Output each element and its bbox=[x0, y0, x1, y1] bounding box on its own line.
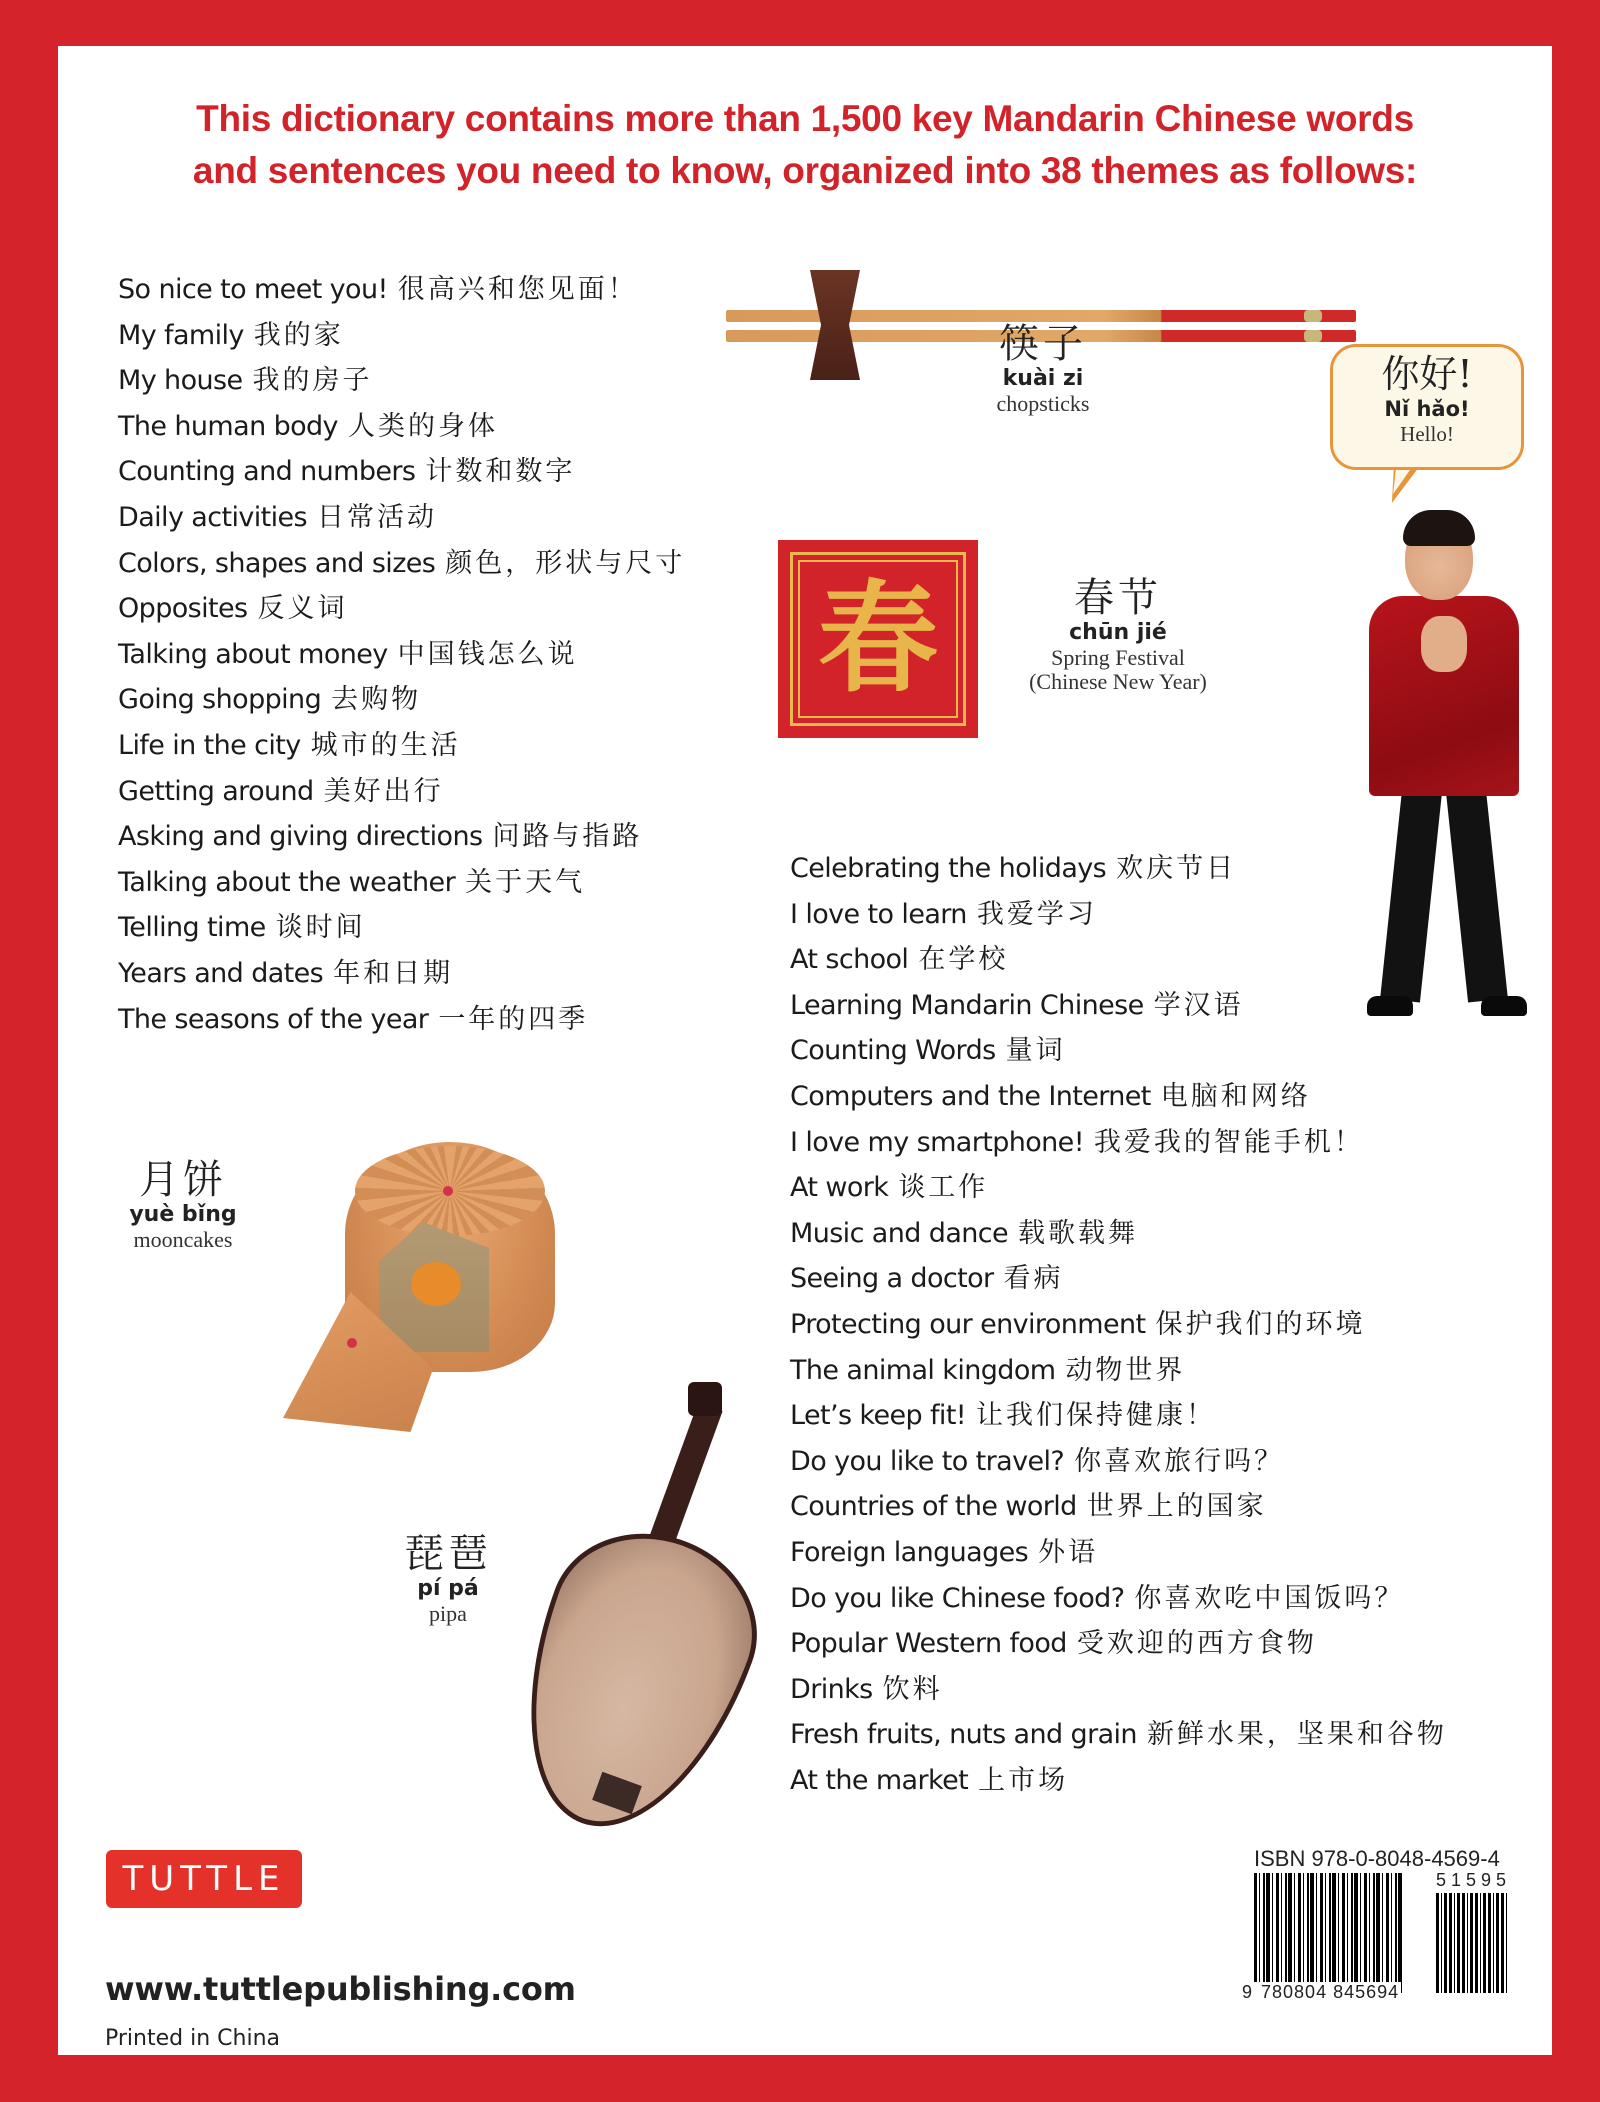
barcode-icon bbox=[1254, 1873, 1404, 1993]
theme-item: The human body 人类的身体 bbox=[118, 410, 498, 442]
barcode-digits: 9 780804 845694 bbox=[1242, 1982, 1400, 2002]
theme-item: Seeing a doctor 看病 bbox=[790, 1263, 1064, 1295]
theme-item: At work 谈工作 bbox=[790, 1172, 989, 1204]
headline-line-2: and sentences you need to know, organized into 38 themes as follows: bbox=[192, 150, 1418, 191]
mooncakes-caption: 月饼 yuè bǐng mooncakes bbox=[129, 1157, 237, 1252]
chopstick-rest-icon bbox=[810, 270, 860, 380]
theme-list-right bbox=[790, 846, 1447, 1803]
theme-item: At the market 上市场 bbox=[790, 1764, 1069, 1796]
tuttle-logo: TUTTLE bbox=[106, 1850, 302, 1908]
theme-item: I love to learn 我爱学习 bbox=[790, 898, 1097, 930]
spring-festival-caption: 春节 chūn jié Spring Festival (Chinese New Year) bbox=[1029, 575, 1207, 694]
theme-item: My family 我的家 bbox=[118, 319, 344, 351]
isbn-barcode bbox=[1240, 1846, 1510, 2011]
pipa-image bbox=[528, 1382, 758, 1842]
chopsticks-caption: 筷子 kuài zi chopsticks bbox=[996, 321, 1090, 416]
theme-item: Do you like to travel? 你喜欢旅行吗？ bbox=[790, 1445, 1285, 1477]
theme-item: Counting and numbers 计数和数字 bbox=[118, 456, 576, 488]
theme-item: Getting around 美好出行 bbox=[118, 775, 444, 807]
theme-item: Life in the city 城市的生活 bbox=[118, 729, 461, 761]
theme-item: The animal kingdom 动物世界 bbox=[790, 1354, 1186, 1386]
theme-item: Music and dance 载歌载舞 bbox=[790, 1217, 1139, 1249]
theme-item: Computers and the Internet 电脑和网络 bbox=[790, 1080, 1311, 1112]
pipa-caption: 琵琶 pí pá pipa bbox=[404, 1531, 492, 1626]
headline-line-1: This dictionary contains more than 1,500 key Mandarin Chinese words bbox=[196, 98, 1414, 139]
price-code: 51595 bbox=[1436, 1870, 1512, 1890]
headline bbox=[58, 93, 1552, 197]
theme-item: Opposites 反义词 bbox=[118, 593, 348, 625]
theme-item: Popular Western food 受欢迎的西方食物 bbox=[790, 1628, 1317, 1660]
theme-item: Learning Mandarin Chinese 学汉语 bbox=[790, 989, 1244, 1021]
theme-item: Foreign languages 外语 bbox=[790, 1536, 1099, 1568]
theme-item: I love my smartphone! 我爱我的智能手机！ bbox=[790, 1126, 1364, 1158]
theme-item: Countries of the world 世界上的国家 bbox=[790, 1491, 1267, 1523]
theme-item: So nice to meet you! 很高兴和您见面！ bbox=[118, 274, 638, 305]
printed-in-label: Printed in China bbox=[105, 2026, 280, 2051]
addon-barcode-icon bbox=[1436, 1893, 1508, 1993]
theme-item: Talking about the weather 关于天气 bbox=[118, 866, 586, 898]
theme-item: Talking about money 中国钱怎么说 bbox=[118, 638, 578, 670]
theme-item: Daily activities 日常活动 bbox=[118, 501, 438, 533]
theme-item: Drinks 饮料 bbox=[790, 1673, 943, 1705]
theme-item: Years and dates 年和日期 bbox=[118, 957, 454, 989]
theme-item: Going shopping 去购物 bbox=[118, 684, 422, 716]
theme-item: Do you like Chinese food? 你喜欢吃中国饭吗？ bbox=[790, 1582, 1405, 1614]
spring-festival-image bbox=[778, 540, 978, 738]
mooncake-image bbox=[283, 1142, 553, 1442]
chopstick-decoration-icon bbox=[1304, 330, 1322, 342]
theme-item: Fresh fruits, nuts and grain 新鲜水果，坚果和谷物 bbox=[790, 1719, 1447, 1751]
chun-glyph: 春 bbox=[818, 568, 938, 709]
theme-item: Celebrating the holidays 欢庆节日 bbox=[790, 853, 1237, 884]
theme-list-left bbox=[118, 267, 685, 1042]
speech-bubble: 你好! Nǐ hǎo! Hello! bbox=[1330, 344, 1524, 470]
theme-item: Counting Words 量词 bbox=[790, 1035, 1066, 1067]
publisher-website-link[interactable]: www.tuttlepublishing.com bbox=[105, 1970, 576, 2008]
theme-item: My house 我的房子 bbox=[118, 365, 373, 397]
theme-item: Asking and giving directions 问路与指路 bbox=[118, 821, 643, 853]
theme-item: Let’s keep fit! 让我们保持健康！ bbox=[790, 1400, 1217, 1432]
isbn-label: ISBN 978-0-8048-4569-4 bbox=[1254, 1846, 1500, 1871]
chopstick-decoration-icon bbox=[1304, 310, 1322, 322]
theme-item: Protecting our environment 保护我们的环境 bbox=[790, 1308, 1366, 1340]
theme-item: The seasons of the year 一年的四季 bbox=[118, 1003, 589, 1035]
man-in-tang-suit-image bbox=[1353, 516, 1533, 1026]
theme-item: Telling time 谈时间 bbox=[118, 912, 366, 944]
back-cover-panel bbox=[58, 46, 1552, 2055]
theme-item: Colors, shapes and sizes 颜色，形状与尺寸 bbox=[118, 547, 686, 579]
theme-item: At school 在学校 bbox=[790, 944, 1009, 976]
